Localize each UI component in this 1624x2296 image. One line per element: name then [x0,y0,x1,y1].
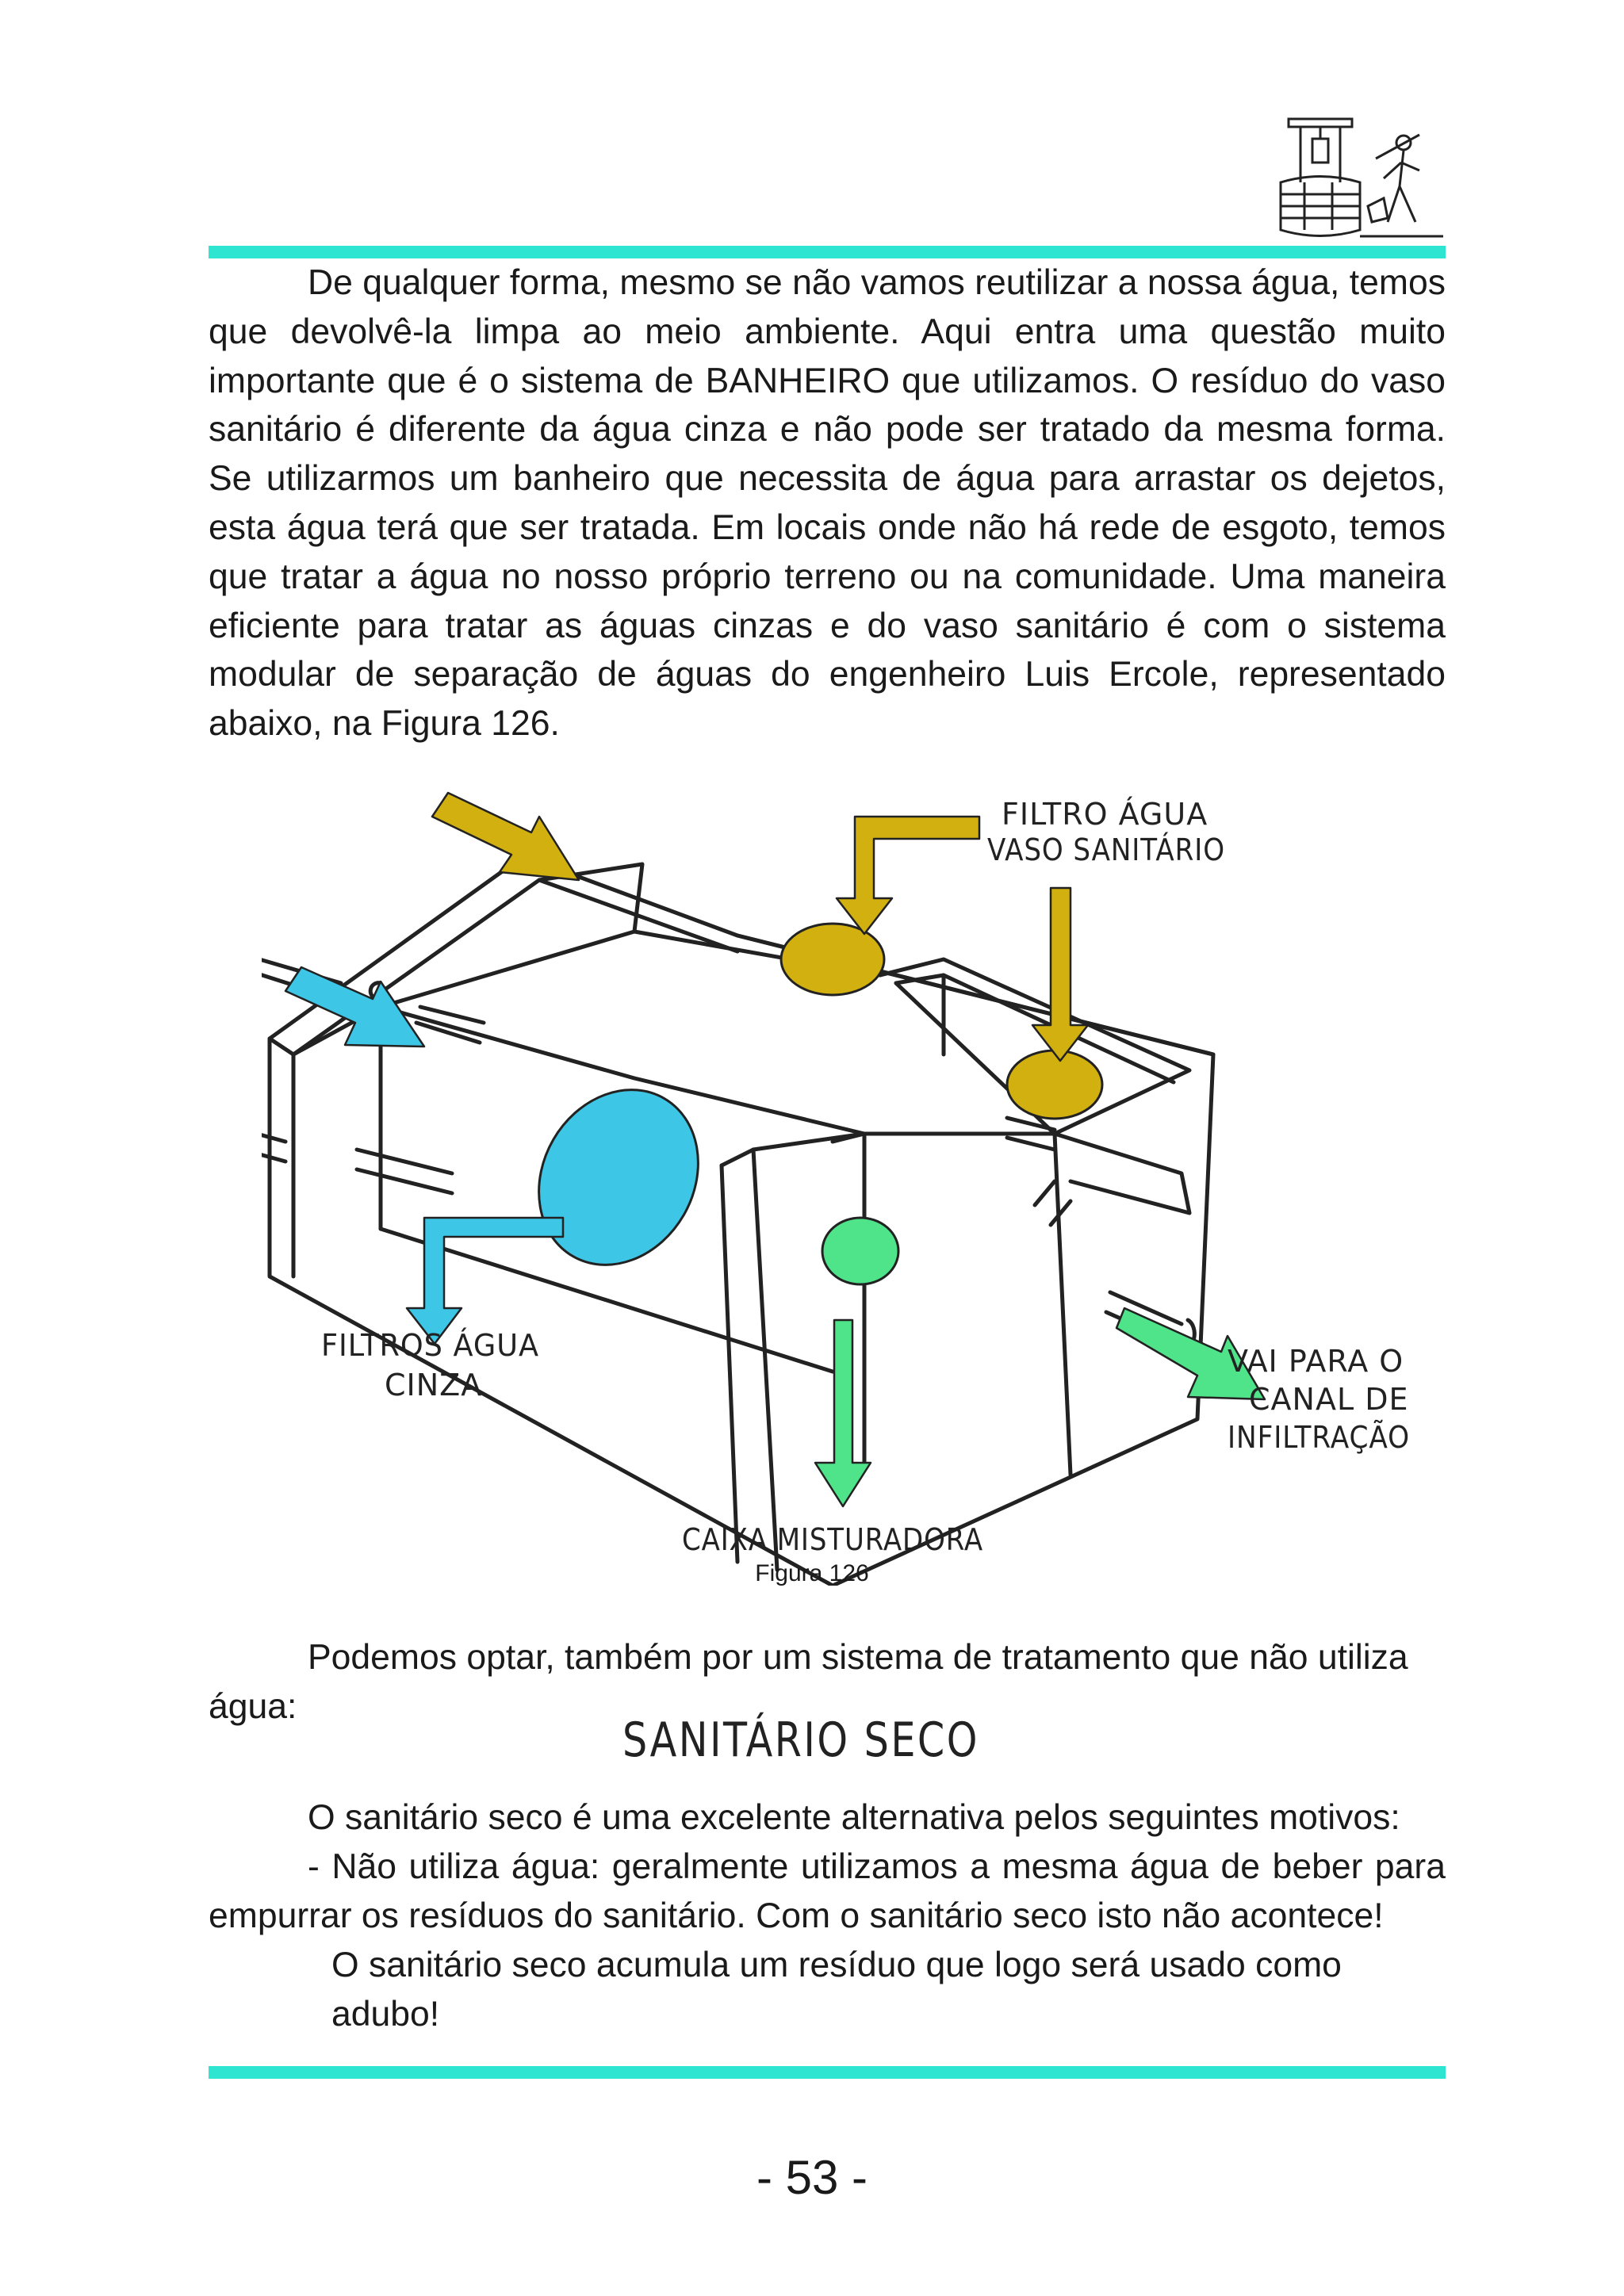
yellow-filter-small [1007,1050,1102,1119]
label-filtros-cinza-2: CINZA [385,1368,483,1402]
page-number: - 53 - [756,2151,868,2204]
yellow-arrow-inlet [432,793,579,880]
reason-no-water: - Não utiliza água: geralmente utilizamos a mesma água de beber para empurrar os resíduos do sanitário. Com o sanitário seco isto não acontece! [209,1847,1446,1935]
label-caixa-misturadora: CAIXA MISTURADORA [682,1522,983,1557]
yellow-arrow-vaso [1032,888,1088,1061]
blue-filter [508,1061,730,1294]
yellow-filter-large [781,924,884,995]
water-well-logo [1257,111,1447,246]
figure-caption: Figura 126 [755,1560,869,1586]
label-filtro-vaso-2: VASO SANITÁRIO [987,832,1225,867]
label-filtro-vaso-1: FILTRO ÁGUA [1002,797,1208,832]
dry-toilet-intro: Podemos optar, também por um sistema de tratamento que não utiliza [308,1638,1408,1677]
label-vai-3: INFILTRAÇÃO [1228,1420,1410,1455]
green-mixer-circle [822,1218,898,1284]
dry-toilet-intro-end: água: [209,1687,297,1726]
top-divider [209,246,1446,258]
reason-fertilizer: O sanitário seco acumula um resíduo que logo será usado como adubo! [331,1946,1342,2034]
figure-126-diagram [262,769,1411,1586]
label-vai-2: CANAL DE [1249,1382,1409,1417]
yellow-arrow-filter [837,817,979,934]
dry-toilet-reasons: O sanitário seco é uma excelente alternativa pelos seguintes motivos: [308,1798,1400,1837]
label-filtros-cinza-1: FILTROS ÁGUA [321,1328,539,1363]
bottom-divider [209,2066,1446,2079]
section-title: SANITÁRIO SECO [622,1712,979,1768]
intro-paragraph: De qualquer forma, mesmo se não vamos reutilizar a nossa água, temos que devolvê-la limpa ao meio ambiente. Aqui entra uma questão muito importante que é o sistema de BANHEIRO que utilizamos. O resíduo do vaso sanitário é diferente da água cinza e não pode ser tratado da mesma forma. Se utilizarmos um banheiro que necessita de água para arrastar os dejetos, esta água terá que ser tratada. Em locais onde não há rede de esgoto, temos que tratar a água no nosso próprio terreno ou na comunidade. Uma maneira eficiente para tratar as águas cinzas e do vaso sanitário é com o sistema modular de separação de águas do engenheiro Luis Ercole, representado abaixo, na Figura 126. [209,263,1446,744]
label-vai-1: VAI PARA O [1228,1344,1404,1379]
